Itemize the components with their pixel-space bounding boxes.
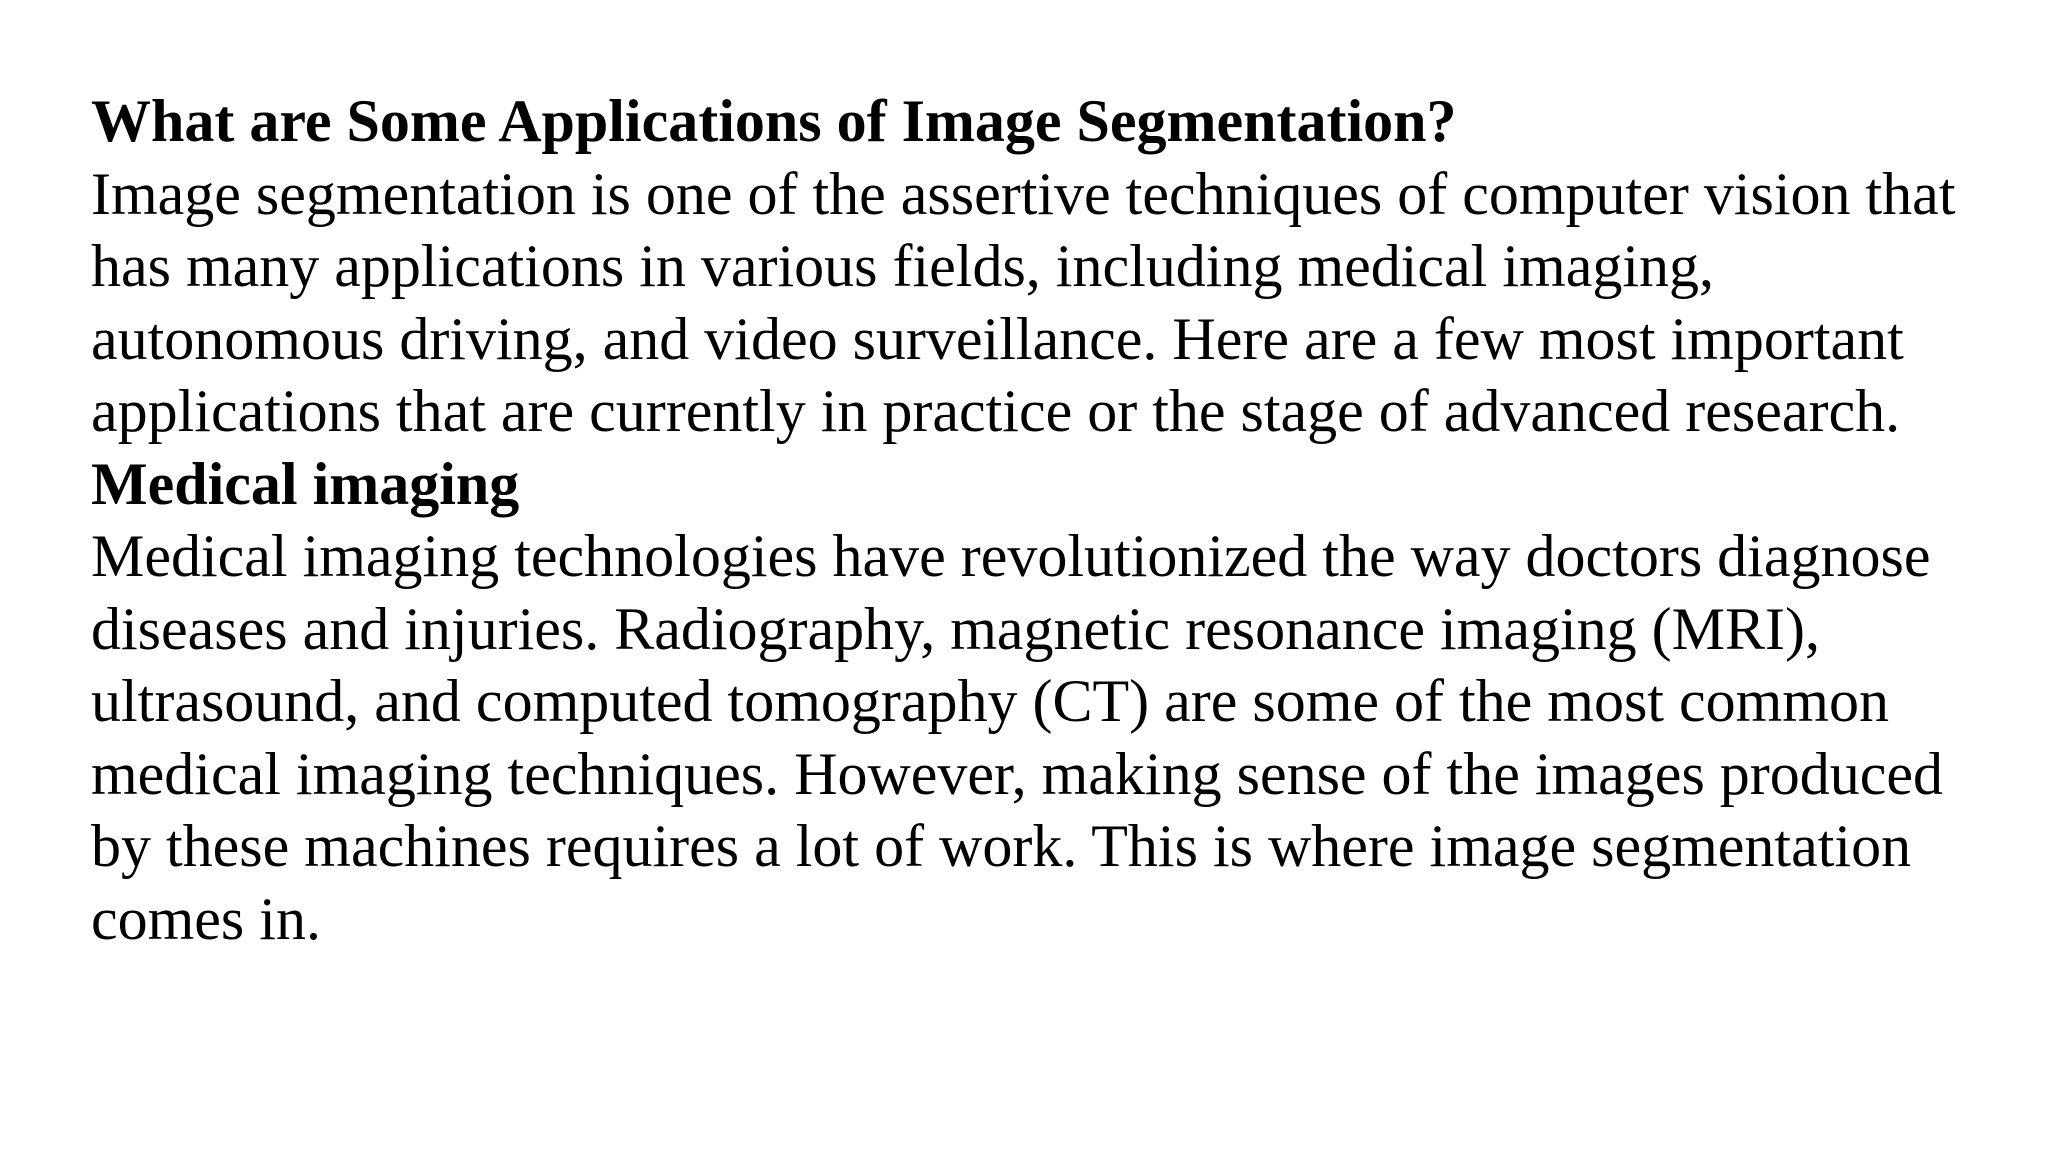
paragraph-line: diseases and injuries. Radiography, magnetic resonance imaging (MRI), (91, 595, 1820, 662)
paragraph-line: autonomous driving, and video surveillance. Here are a few most important (91, 305, 1904, 372)
paragraph-line: medical imaging techniques. However, making sense of the images produced (91, 740, 1944, 807)
paragraph-line: applications that are currently in practice or the stage of advanced research. (91, 378, 1901, 444)
section-heading-medical-imaging: Medical imaging (91, 450, 520, 517)
paragraph-line: Medical imaging technologies have revolutionized the way doctors diagnose (91, 523, 1931, 589)
paragraph-medical-imaging (91, 520, 2021, 955)
paragraph-applications (91, 158, 2021, 448)
paragraph-line: has many applications in various fields, including medical imaging, (91, 233, 1714, 299)
paragraph-line: by these machines requires a lot of work. This is where image segmentation (91, 813, 1912, 879)
paragraph-line: ultrasound, and computed tomography (CT) are some of the most common (91, 668, 1889, 734)
paragraph-line: Image segmentation is one of the assertive techniques of computer vision that (91, 160, 1956, 227)
section-heading-applications: What are Some Applications of Image Segmentation? (91, 88, 1457, 154)
document-content (91, 85, 2021, 955)
paragraph-line: comes in. (91, 885, 321, 952)
